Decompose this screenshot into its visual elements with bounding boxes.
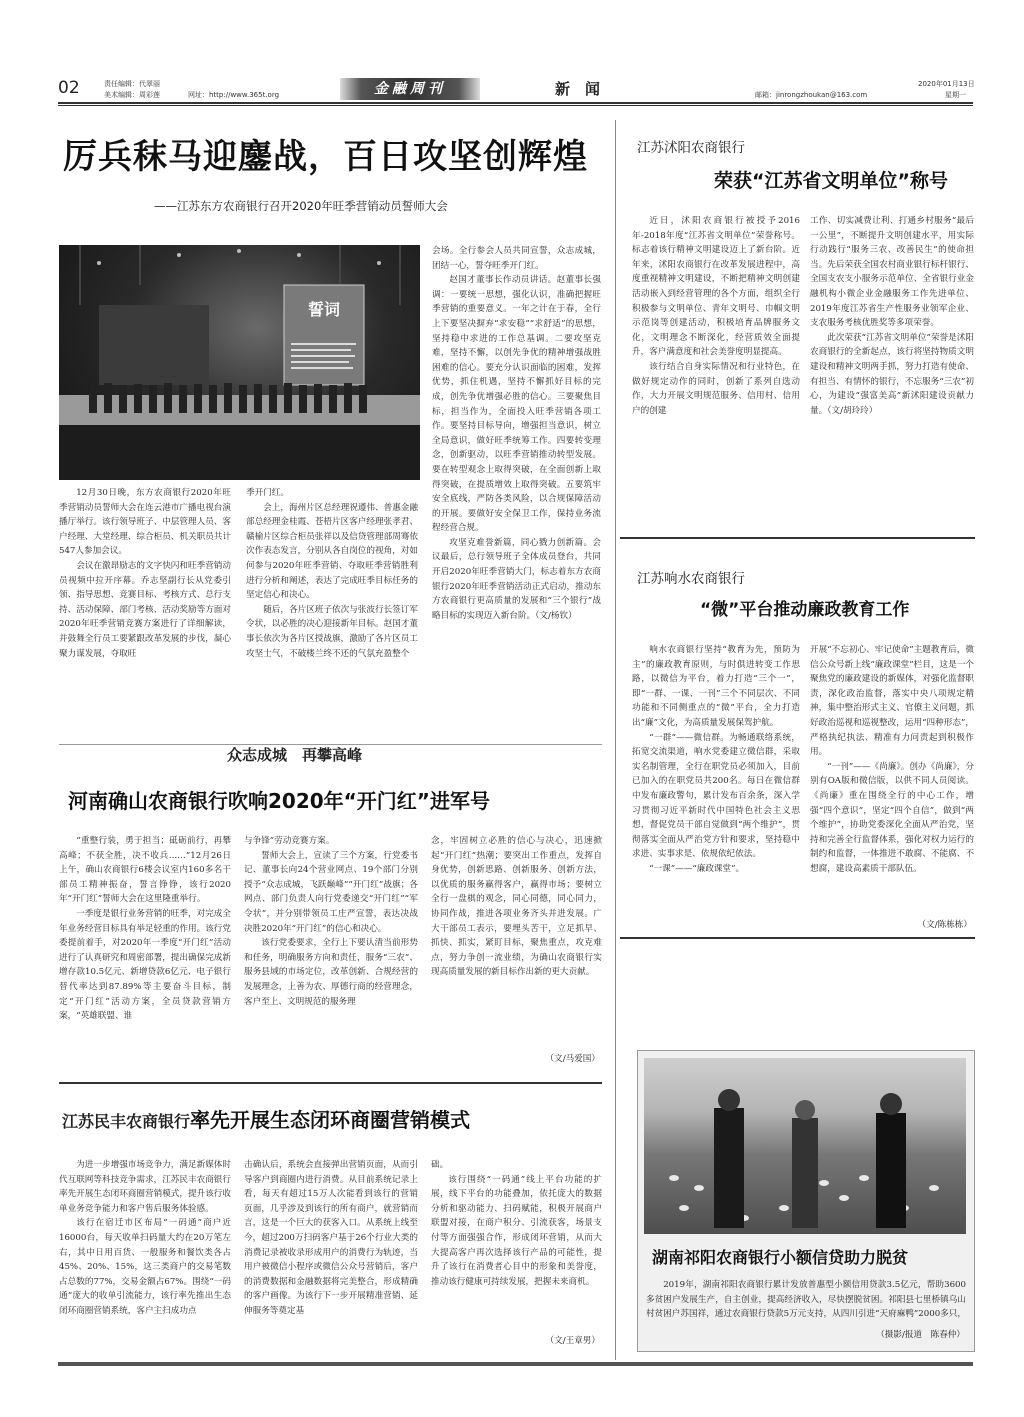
- paragraph: 誓师大会上，宣读了三个方案，行党委书记、董事长向24个营业网点、19个部门分别授予“众志成城，飞跃巅峰”“开门红”战旗；各网点、部门负责人向行党委递交“开门红”“军令状”，并分别带领员工庄严宣誓，表达决战决胜2020年“开门红”的信心和决心。: [244, 850, 418, 934]
- farm-illustration: [644, 1058, 966, 1234]
- a4-column-2: [244, 834, 418, 1074]
- paragraph: 该行结合自身实际情况和行业特色，在做好规定动作的同时，创新了系列自选动作，大力开展文明规范服务、信用村、信用户的创建: [632, 361, 800, 416]
- a1-column-1: [59, 486, 231, 726]
- paragraph: 该行在宿迁市区布局“一码通”商户近16000台，每天收单扫码量大约在20万笔左右，其中日用百货、一般服务和餐饮类各占45%、20%、15%，这三类商户的交易笔数占总数的77%，交易金额占67%。围绕“一码通”庞大的收单引流能力，该行率先推出生态闭环商圈营销系统，客户主扫成功点: [59, 1218, 231, 1316]
- weekday: 星期一: [945, 91, 966, 99]
- paragraph: “一课”——“廉政课堂”。: [649, 863, 745, 874]
- a6-body: [646, 1278, 966, 1322]
- paragraph: 响水农商银行坚持“教育为先，预防为主”的廉政教育原则，与时俱进转变工作思路，以微信为平台，着力打造“三个一”，即“一群、一课、一刊”三个不同层次、不同功能和不同侧重点的“微”平台，全力打造出“廉”文化，为高质量发展保驾护航。: [632, 645, 800, 728]
- a6-byline: （摄影/报道 陈春仲）: [876, 1330, 965, 1340]
- a1-title: 厉兵秣马迎鏖战，百日攻坚创辉煌: [63, 137, 588, 177]
- header-rule-thin: [58, 105, 973, 106]
- editor-line-1: 责任编辑：代翠丽: [104, 80, 160, 88]
- paragraph: 季开门红。: [246, 488, 289, 498]
- paragraph: 12月30日晚，东方农商银行2020年旺季营销动员誓师大会在连云港市广播电视台演播厅举行。该行领导班子、中层管理人员、客户经理、大堂经理、综合柜员、机关职员共计547人参加会议。: [59, 488, 231, 557]
- a3-column-1: [632, 643, 800, 888]
- a3-column-2: [810, 643, 974, 888]
- a4-column-3: [431, 834, 602, 1044]
- a5-title: 率先开展生态闭环商圈营销模式: [190, 1108, 471, 1132]
- a5-kicker: 江苏民丰农商银行: [62, 1112, 191, 1131]
- paragraph: 该行党委要求，全行上下要认清当前形势和任务，明确服务方向和责任，服务“三农”、服务县域的市场定位，改革创新、合规经营的发展理念，上善为农、厚德行商的经营理念，客户至上、文明规范的服务理: [244, 938, 418, 1007]
- a2-bottom-rule: [620, 537, 975, 539]
- paragraph: 该行围绕“一码通”线上平台功能的扩展，线下平台的功能叠加，依托庞大的数据分析和驱动能力、扫码赋能，积极开展商户联盟对接，在商户积分、引流获客，场景支付等方面强强合作，形成闭环营销，从而大大提高客户再次选择该行产品的可能性，提升了该行在消费者心目中的形象和美誉度，推动该行健康可持续发展，把握未来商机。: [431, 1174, 602, 1287]
- a2-title: 荣获“江苏省文明单位”称号: [714, 170, 948, 192]
- section-title: 新 闻: [555, 80, 601, 98]
- paragraph: “一刊”——《尚廉》。创办《尚廉》，分别有OA版和微信版，以供不同人员阅读。《尚廉》重在围绕全行的中心工作，增强“四个意识”，坚定“四个自信”，做到“两个维护”，协助党委深化全面从严治党，坚持和完善全行监督体系，强化对权力运行的制约和监督，一体推进不敢腐、不能腐、不想腐，建设高素质干部队伍。: [810, 761, 974, 874]
- a4-column-1: [59, 834, 231, 1074]
- page-number: 02: [58, 78, 80, 98]
- paragraph: 2019年，湖南祁阳农商银行累计发放普惠型小额信用贷款3.5亿元，帮助3600多贫困户发展生产，自主创业，提高经济收入，尽快摆脱贫困。祁阳县七里桥镇乌山村贫困户苏国祥，通过农商银行贷款5万元支持，从四川引进“天府麻鸭”2000多只，: [646, 1280, 966, 1320]
- a3-bottom-rule: [620, 937, 975, 939]
- issue-date: 2020年01月13日: [918, 80, 975, 88]
- a5-byline: （文/王章男）: [545, 1336, 600, 1346]
- header-rule: [58, 102, 973, 104]
- a2-column-2: [810, 214, 974, 476]
- a5-headline: [62, 1105, 470, 1137]
- paragraph: 础。: [431, 1160, 449, 1170]
- a1-column-2: [246, 486, 418, 726]
- paragraph: 近日，沭阳农商银行被授予2016年-2018年度“江苏省文明单位”荣誉称号。标志着该行精神文明建设迈上了新台阶。近年来，沭阳农商银行在改革发展进程中，高度重视精神文明建设，不断把精神文明创建活动嵌入到经营管理的各个方面，组织全行积极参与文明单位、青年文明号、巾帼文明示范岗等创建活动，积极培育品牌服务文化，文明理念不断深化，经营质效全面提升，客户满意度和社会美誉度明显提高。: [632, 216, 800, 358]
- a6-title: 湖南祁阳农商银行小额信贷助力脱贫: [652, 1248, 909, 1267]
- a4-byline: （文/马爱国）: [545, 1054, 600, 1064]
- paragraph: 随后，各片区班子依次与张波行长签订军令状，以必胜的决心迎接新年目标。赵国才董事长依次为各片区授战旗，激励了各片区员工攻坚士气，不破楼兰终不还的气氛充盈整个: [246, 604, 418, 659]
- paragraph: 赵国才董事长作动员讲话。赵董事长强调：一要统一思想，强化认识，准确把握旺季营销的重要意义。一年之计在于春，全行上下要坚决摒弃“求安稳”“求舒适”的思想，坚持稳中求进的工作总基调。二要攻坚克难，坚持不懈，以创先争优的精神增强战胜困难的信心。要充分认识面临的困难，发挥优势，抓住机遇，坚持不懈抓好目标的完成，创先争优增强必胜的信心。三要聚焦目标，担当作为，全面投入旺季营销各项工作。要坚持目标导向，增强担当意识，树立全局意识，做好旺季统筹工作。四要转变理念，创新驱动，以旺季营销推动转型发展。要在转型观念上取得突破，在全面创新上取得突破，在提质增效上取得突破。五要筑牢安全底线，严防各类风险，以合规保障活动的开展。要做好安全保卫工作，保持业务流程经营合规。: [432, 275, 601, 534]
- a5-column-2: [244, 1158, 418, 1346]
- paragraph: 开展“不忘初心、牢记使命”主题教育后，微信公众号新上线“廉政课堂”栏目，这是一个聚焦党的廉政建设的新媒体，对强化监督职责，深化政治监督，落实中央八项规定精神，集中整治形式主义、官僚主义问题，抓好政治巡视和巡视整改，运用“四种形态”，严格执纪执法、精准有力问责起到积极作用。: [810, 645, 974, 758]
- a2-kicker: 江苏沭阳农商银行: [637, 140, 745, 156]
- paragraph: 念，牢固树立必胜的信心与决心，迅速掀起“开门红”热潮；要突出工作重点，发挥自身优势，创新思路、创新服务、创新方法，以优质的服务赢得客户，赢得市场；要树立全行一盘棋的观念，同心同德，同心同力，协同作战，推进各项业务齐头并进发展。广大干部员工表示，要埋头苦干，立足抓早、抓快、抓实，紧盯目标，聚焦重点，攻克难点，努力争创一流业绩，为确山农商银行实现高质量发展的新目标作出新的更大贡献。: [431, 836, 602, 978]
- a4-kicker: 众志成城 再攀高峰: [227, 746, 363, 764]
- paragraph: 会议在激昂励志的文字快闪和旺季营销动员视频中拉开序幕。乔志坚副行长从党委引领、指导思想、竞赛目标、考核方式、总行支持、活动保障、部门考核、活动奖励等方面对2020年旺季营销竞赛方案进行了详细解读，并鼓舞全行员工要紧跟改革发展的步伐，凝心聚力谋发展，夺取旺: [59, 560, 231, 659]
- a1-subtitle: ——江苏东方农商银行召开2020年旺季营销动员誓师大会: [154, 199, 448, 213]
- paragraph: 工作、切实减费让利、打通乡村服务“最后一公里”，不断提升文明创建水平，用实际行动践行“服务三农、改善民生”的使命担当。先后荣获全国农村商业银行标杆银行、全国支农支小服务示范单位、全省银行业金融机构小微企业金融服务工作先进单位、2019年度江苏省生产性服务业领军企业、支农服务考核优胜奖等多项荣誉。: [810, 216, 974, 329]
- a5-column-1: [59, 1158, 231, 1346]
- paragraph: 会上，海州片区总经理祝遵伟、普惠金融部总经理金桂霞、苍梧片区客户经理张孝君、赣榆片区综合柜员张祥以及信贷管理部周骞依次作表态发言，分别从各自岗位的视角，对如何参与2020年旺季营销、夺取旺季营销胜利进行分析和阐述，表达了完成旺季目标任务的坚定信心和决心。: [246, 502, 418, 601]
- paragraph: “一群”——微信群。为畅通联络系统，拓宽交流渠道，响水党委建立微信群，采取实名制管理，全行在职党员必须加入，目前已加入的在职党员共200名。每日在微信群中发布廉政警句，累计发布百余条，深入学习贯彻习近平新时代中国特色社会主义思想，督促党员干部自觉做到“两个维护”，贯彻落实全面从严治党方针和要求，坚持稳中求进、实事求是、依规依纪依法。: [632, 732, 800, 860]
- masthead-banner: [340, 78, 480, 100]
- a1-column-3: [432, 244, 601, 726]
- paragraph: 为进一步增强市场竞争力，满足新媒体时代互联网等科技竞争需求，江苏民丰农商银行率先开展生态闭环商圈营销模式，提升该行收单业务竞争能力和客户售后服务体验感。: [59, 1160, 231, 1214]
- a6-duck-farm-photo: [644, 1058, 966, 1234]
- a5-column-3: [431, 1158, 602, 1326]
- editor-line-2: 美术编辑：周彩莲: [104, 91, 160, 99]
- paragraph: 与争锋”劳动竞赛方案。: [244, 836, 335, 846]
- a3-kicker: 江苏响水农商银行: [637, 571, 745, 587]
- a4-title: 河南确山农商银行吹响2020年“开门红”进军号: [68, 789, 490, 813]
- column-divider: [615, 120, 616, 1360]
- paragraph: 攻坚克难誉新篇，同心戮力创新篇。会议最后，总行领导班子全体成员登台，共同开启2020年旺季营销大门，标志着东方农商银行2020年旺季营销活动正式启动，推动东方农商银行更高质量的发展和“三个银行”战略目标的实现迈入新台阶。（文/杨钦）: [432, 537, 601, 621]
- footer-rule: [58, 1362, 973, 1366]
- a1-stage-photo: [59, 245, 420, 480]
- paragraph: 会场。全行参会人员共同宣誓，众志成城，团结一心，誓夺旺季开门红。: [432, 246, 601, 271]
- paragraph: “重整行装，勇于担当；砥砺前行，再攀高峰；不获全胜，决不收兵……”12月26日上午，确山农商银行6楼会议室内160多名干部员工精神振奋，誓言铮铮，该行2020年“开门红”誓师大会在这里隆重举行。: [59, 836, 231, 905]
- paragraph: 一季度是银行业务营销的旺季，对完成全年业务经营目标具有举足轻重的作用。该行党委提前着手，对2020年一季度“开门红”活动进行了认真研究和周密部署，提出确保完成新增存款10.5亿元、新增贷款6亿元、电子银行替代率达到87.89%等主要奋斗目标，制定“开门红”活动方案，全员贷款营销方案，“英雄联盟、谁: [59, 908, 231, 1022]
- paragraph: 此次荣获“江苏省文明单位”荣誉是沭阳农商银行的全新起点，该行将坚持物质文明建设和精神文明两手抓，努力打造有使命、有担当、有情怀的银行，不忘服务“三农”初心，为建设“强富美高”新沭阳建设贡献力量。（文/胡玲玲）: [810, 332, 974, 416]
- a3-title: “微”平台推动廉政教育工作: [700, 600, 910, 620]
- a3-byline: （文/陈栋栋）: [917, 920, 972, 930]
- email: 邮箱：jinrongzhoukan@163.com: [755, 91, 868, 99]
- a4-bottom-rule: [59, 1082, 602, 1084]
- stage-illustration: [59, 245, 420, 480]
- a2-column-1: [632, 214, 800, 476]
- masthead-title: 金融周刊: [374, 81, 446, 97]
- a1-photo-banner: 誓词: [307, 300, 340, 319]
- paragraph: 击确认后，系统会直接弹出营销页面，从而引导客户到商圈内进行消费。从目前系统记录上看，每天有超过15万人次能看到该行的营销页面，几乎涉及到该行的所有商户，就营销而言，这是一个巨大的获客入口。从系统上线至今，超过200万扫码客户基于26个行业大类的消费记录被收录形成用户的消费行为轨迹，当用户被微信小程序或微信公众号营销后，客户的消费数据和金融数据将完美整合，形成精确的客户画像。为该行下一步开展精准营销、延伸服务等奠定基: [244, 1160, 418, 1316]
- website: 网址：http://www.365t.org: [188, 91, 280, 99]
